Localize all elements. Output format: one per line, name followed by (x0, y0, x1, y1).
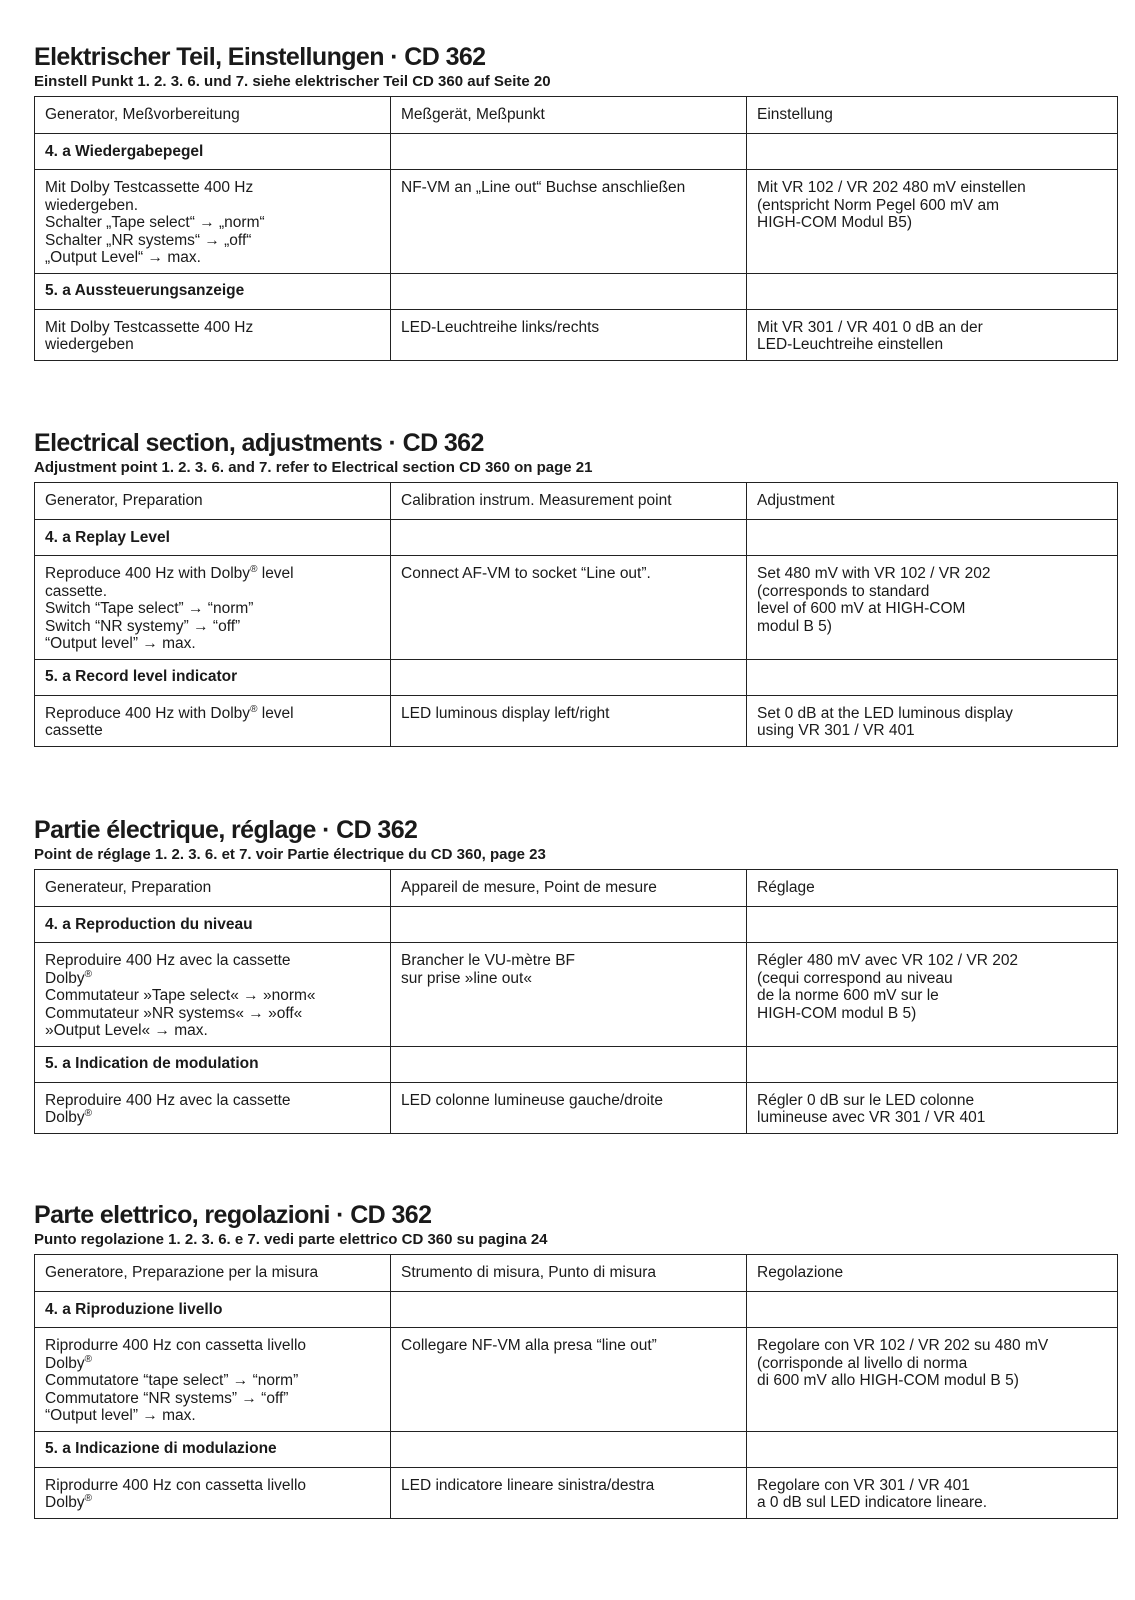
registered-mark: ® (84, 1353, 93, 1365)
generator-cell (35, 556, 391, 660)
empty-cell (391, 1046, 747, 1082)
cell-line: (cequi correspond au niveau (757, 969, 953, 987)
cell-line: Collegare NF-VM alla presa “line out” (401, 1337, 657, 1354)
cell-line: Regolare con VR 301 / VR 401 (757, 1476, 970, 1494)
instrument-cell (391, 1328, 747, 1432)
cell-line: »Output Level« → max. (45, 1022, 208, 1039)
column-header-instrument: Calibration instrum. Measurement point (391, 483, 747, 520)
cell-line (45, 1109, 380, 1127)
step-detail-row (35, 1082, 1118, 1133)
cell-line: a 0 dB sul LED indicatore lineare. (757, 1494, 988, 1511)
column-header-generator: Generator, Meßvorbereitung (35, 97, 391, 134)
step-row (35, 134, 1118, 170)
section-french (34, 815, 1098, 1134)
step-label: 5. a Indication de modulation (35, 1046, 391, 1082)
section-title: Parte elettrico, regolazioni · CD 362 (34, 1201, 432, 1229)
column-header-generator: Generatore, Preparazione per la misura (35, 1255, 391, 1292)
cell-line (45, 1355, 380, 1373)
cell-line: Commutatore “NR systems” → “off” (45, 1389, 289, 1407)
cell-line: di 600 mV allo HIGH-COM modul B 5) (757, 1372, 1019, 1389)
cell-line (45, 705, 380, 723)
line-text: level (257, 565, 294, 582)
column-header-generator: Generateur, Preparation (35, 870, 391, 907)
cell-line: Switch “NR systemy” → “off” (45, 617, 241, 635)
adjustment-cell (747, 170, 1118, 274)
empty-cell (391, 907, 747, 943)
adjustment-cell (747, 1328, 1118, 1432)
step-detail-row (35, 695, 1118, 746)
section-english (34, 428, 1098, 747)
registered-mark: ® (250, 703, 258, 715)
registered-mark: ® (84, 968, 93, 980)
cell-line: Reproduire 400 Hz avec la cassette (45, 952, 291, 969)
cell-line: Régler 480 mV avec VR 102 / VR 202 (757, 952, 1019, 969)
instrument-cell (391, 943, 747, 1047)
instrument-cell (391, 309, 747, 360)
step-row (35, 273, 1118, 309)
cell-line: Switch “Tape select” → “norm” (45, 600, 254, 617)
step-detail-row (35, 309, 1118, 360)
cell-line: LED colonne lumineuse gauche/droite (401, 1091, 663, 1109)
cell-line: lumineuse avec VR 301 / VR 401 (757, 1109, 986, 1126)
adjustment-cell (747, 695, 1118, 746)
adjustment-table (34, 96, 1118, 361)
step-row (35, 907, 1118, 943)
column-header-instrument: Meßgerät, Meßpunkt (391, 97, 747, 134)
section-subtitle: Punto regolazione 1. 2. 3. 6. e 7. vedi parte elettrico CD 360 su pagina 24 (34, 1231, 548, 1248)
registered-mark: ® (250, 564, 258, 575)
cell-line (45, 565, 380, 583)
cell-line: LED indicatore lineare sinistra/destra (401, 1476, 655, 1494)
column-header-adjustment: Regolazione (747, 1255, 1118, 1292)
step-label: 4. a Wiedergabepegel (35, 134, 391, 170)
column-header-instrument: Strumento di misura, Punto di misura (391, 1255, 747, 1292)
instrument-cell (391, 556, 747, 660)
generator-cell (35, 309, 391, 360)
cell-line: Riprodurre 400 Hz con cassetta livello (45, 1476, 307, 1494)
section-title: Electrical section, adjustments · CD 362 (34, 429, 484, 457)
instrument-cell (391, 1467, 747, 1518)
adjustment-cell (747, 1082, 1118, 1133)
cell-line: Set 0 dB at the LED luminous display (757, 704, 1013, 722)
cell-line: level of 600 mV at HIGH-COM (757, 600, 966, 617)
step-detail-row (35, 556, 1118, 660)
cell-line: Set 480 mV with VR 102 / VR 202 (757, 565, 991, 582)
header-row (35, 870, 1118, 907)
line-text: Dolby (45, 1494, 85, 1511)
adjustment-table (34, 1254, 1118, 1519)
cell-line: Régler 0 dB sur le LED colonne (757, 1091, 975, 1109)
step-detail-row (35, 1467, 1118, 1518)
cell-line (45, 970, 380, 988)
cell-line: Riprodurre 400 Hz con cassetta livello (45, 1337, 307, 1354)
column-header-adjustment: Einstellung (747, 97, 1118, 134)
cell-line: cassette. (45, 582, 108, 600)
cell-line: cassette (45, 722, 103, 739)
cell-line: Brancher le VU-mètre BF (401, 952, 575, 969)
cell-line: LED-Leuchtreihe links/rechts (401, 318, 600, 336)
adjustment-table (34, 482, 1118, 747)
column-header-adjustment: Réglage (747, 870, 1118, 907)
section-german (34, 42, 1098, 361)
cell-line: Mit Dolby Testcassette 400 Hz (45, 318, 254, 336)
line-text: Dolby (45, 1109, 85, 1126)
cell-line: Reproduire 400 Hz avec la cassette (45, 1091, 291, 1109)
step-row (35, 1046, 1118, 1082)
registered-mark: ® (84, 1108, 93, 1119)
step-row (35, 520, 1118, 556)
cell-line: sur prise »line out« (401, 969, 532, 987)
cell-line: LED luminous display left/right (401, 704, 610, 722)
empty-cell (391, 134, 747, 170)
empty-cell (747, 520, 1118, 556)
generator-cell (35, 1328, 391, 1432)
step-label: 4. a Reproduction du niveau (35, 907, 391, 943)
step-label: 5. a Indicazione di modulazione (35, 1431, 391, 1467)
step-row (35, 1431, 1118, 1467)
cell-line: Connect AF-VM to socket “Line out”. (401, 565, 651, 582)
header-row (35, 97, 1118, 134)
cell-line: Schalter „Tape select“ → „norm“ (45, 214, 265, 231)
line-text: Dolby (45, 969, 85, 987)
cell-line: NF-VM an „Line out“ Buchse anschließen (401, 179, 686, 196)
empty-cell (747, 1292, 1118, 1328)
adjustment-cell (747, 943, 1118, 1047)
cell-line: (corresponds to standard (757, 582, 930, 600)
header-row (35, 483, 1118, 520)
cell-line: (corrisponde al livello di norma (757, 1354, 968, 1372)
adjustment-cell (747, 309, 1118, 360)
step-row (35, 659, 1118, 695)
cell-line: LED-Leuchtreihe einstellen (757, 336, 944, 353)
step-detail-row (35, 1328, 1118, 1432)
section-subtitle: Einstell Punkt 1. 2. 3. 6. und 7. siehe elektrischer Teil CD 360 auf Seite 20 (34, 73, 551, 90)
empty-cell (391, 273, 747, 309)
empty-cell (747, 907, 1118, 943)
empty-cell (747, 659, 1118, 695)
instrument-cell (391, 695, 747, 746)
cell-line: HIGH-COM modul B 5) (757, 1004, 917, 1022)
empty-cell (391, 659, 747, 695)
cell-line: HIGH-COM Modul B5) (757, 214, 913, 231)
empty-cell (391, 1292, 747, 1328)
section-title: Partie électrique, réglage · CD 362 (34, 816, 418, 844)
column-header-adjustment: Adjustment (747, 483, 1118, 520)
cell-line: using VR 301 / VR 401 (757, 722, 915, 739)
step-label: 4. a Replay Level (35, 520, 391, 556)
cell-line: Regolare con VR 102 / VR 202 su 480 mV (757, 1337, 1049, 1354)
generator-cell (35, 1467, 391, 1518)
empty-cell (747, 1431, 1118, 1467)
cell-line: modul B 5) (757, 617, 832, 635)
section-italian (34, 1200, 1098, 1519)
generator-cell (35, 170, 391, 274)
column-header-instrument: Appareil de mesure, Point de mesure (391, 870, 747, 907)
registered-mark: ® (84, 1493, 93, 1504)
cell-line: Commutateur »NR systems« → »off« (45, 1004, 303, 1022)
cell-line: Schalter „NR systems“ → „off“ (45, 231, 252, 249)
line-text: Reproduce 400 Hz with Dolby (45, 704, 251, 722)
section-subtitle: Point de réglage 1. 2. 3. 6. et 7. voir Partie électrique du CD 360, page 23 (34, 846, 546, 863)
step-row (35, 1292, 1118, 1328)
step-label: 5. a Aussteuerungsanzeige (35, 273, 391, 309)
cell-line: (entspricht Norm Pegel 600 mV am (757, 196, 1000, 214)
cell-line (45, 1494, 380, 1512)
cell-line: Commutateur »Tape select« → »norm« (45, 987, 316, 1004)
cell-line: „Output Level“ → max. (45, 249, 201, 266)
line-text: Dolby (45, 1354, 85, 1372)
cell-line: wiedergeben (45, 336, 134, 353)
cell-line: de la norme 600 mV sur le (757, 987, 939, 1004)
step-label: 5. a Record level indicator (35, 659, 391, 695)
adjustment-cell (747, 1467, 1118, 1518)
line-text: level (257, 704, 294, 722)
adjustment-cell (747, 556, 1118, 660)
step-detail-row (35, 943, 1118, 1047)
cell-line: Mit VR 102 / VR 202 480 mV einstellen (757, 179, 1026, 196)
column-header-generator: Generator, Preparation (35, 483, 391, 520)
empty-cell (747, 134, 1118, 170)
header-row (35, 1255, 1118, 1292)
generator-cell (35, 943, 391, 1047)
adjustment-table (34, 869, 1118, 1134)
section-subtitle: Adjustment point 1. 2. 3. 6. and 7. refer to Electrical section CD 360 on page 21 (34, 459, 593, 476)
section-title: Elektrischer Teil, Einstellungen · CD 362 (34, 43, 486, 71)
cell-line: “Output level” → max. (45, 1407, 196, 1424)
instrument-cell (391, 1082, 747, 1133)
line-text: Reproduce 400 Hz with Dolby (45, 565, 251, 582)
cell-line: Mit VR 301 / VR 401 0 dB an der (757, 318, 983, 336)
empty-cell (747, 273, 1118, 309)
cell-line: wiedergeben. (45, 196, 139, 214)
step-detail-row (35, 170, 1118, 274)
empty-cell (391, 520, 747, 556)
cell-line: Commutatore “tape select” → “norm” (45, 1372, 299, 1389)
empty-cell (391, 1431, 747, 1467)
cell-line: “Output level” → max. (45, 635, 196, 652)
step-label: 4. a Riproduzione livello (35, 1292, 391, 1328)
generator-cell (35, 695, 391, 746)
empty-cell (747, 1046, 1118, 1082)
cell-line: Mit Dolby Testcassette 400 Hz (45, 179, 254, 196)
generator-cell (35, 1082, 391, 1133)
instrument-cell (391, 170, 747, 274)
